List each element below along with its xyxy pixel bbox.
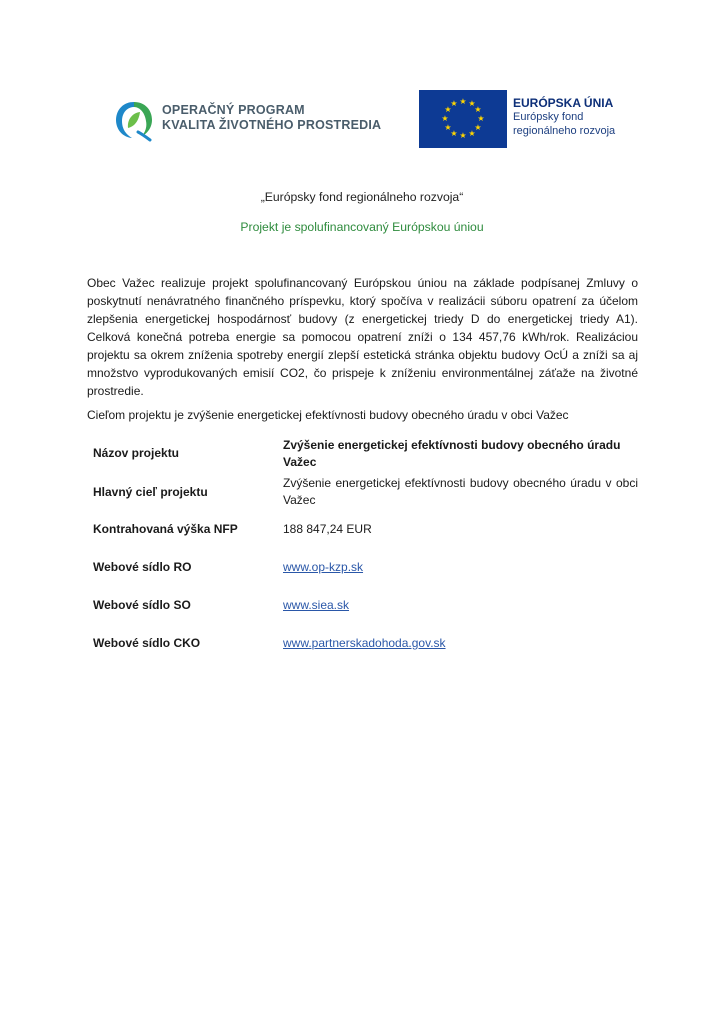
cko-link[interactable]: www.partnerskadohoda.gov.sk bbox=[283, 636, 446, 650]
eu-logo bbox=[419, 90, 629, 148]
project-name-line1: Zvýšenie energetickej efektívnosti budovy obecného úradu bbox=[283, 438, 621, 452]
svg-text:★: ★ bbox=[468, 129, 476, 138]
goal-label: Hlavný cieľ projektu bbox=[93, 485, 208, 499]
project-goal-sentence: Cieľom projektu je zvýšenie energetickej efektívnosti budovy obecného úradu v obci Važec bbox=[87, 408, 569, 422]
svg-text:★: ★ bbox=[450, 99, 458, 108]
table-row-nfp bbox=[93, 521, 638, 539]
eu-logo-text bbox=[513, 96, 615, 138]
op-logo-line1: OPERAČNÝ PROGRAM bbox=[162, 103, 305, 117]
table-row-so bbox=[93, 597, 638, 615]
eu-logo-line2: Európsky fond bbox=[513, 111, 584, 123]
svg-text:★: ★ bbox=[477, 114, 485, 123]
table-row-goal bbox=[93, 475, 638, 511]
svg-text:★: ★ bbox=[474, 123, 482, 132]
svg-text:★: ★ bbox=[459, 131, 467, 140]
nfp-value: 188 847,24 EUR bbox=[283, 522, 372, 536]
svg-text:★: ★ bbox=[441, 114, 449, 123]
project-name-value bbox=[283, 437, 638, 471]
table-row-ro bbox=[93, 559, 638, 577]
ro-link[interactable]: www.op-kzp.sk bbox=[283, 560, 364, 574]
svg-text:★: ★ bbox=[474, 105, 482, 114]
eu-flag-icon bbox=[419, 90, 507, 148]
svg-text:★: ★ bbox=[444, 123, 452, 132]
op-logo-line2: KVALITA ŽIVOTNÉHO PROSTREDIA bbox=[162, 118, 382, 132]
project-description: Obec Važec realizuje projekt spolufinancovaný Európskou úniou na základe podpísanej Zmluvy o poskytnutí nenávratného finančného príspevku, ktorý spočíva v realizácii súboru opatrení za účelom zlepšenia energetickej hospodárnosť budovy (z energetickej triedy D do energetickej triedy A1). Celková konečná potreba energie sa pomocou opatrení zníži o 134 457,76 kWh/rok. Realizáciou projektu sa okrem zníženia spotreby energií zlepší estetická stránka objektu budovy OcÚ a zníži sa aj množstvo vyprodukovaných emisií CO2, čo prispeje k zníženiu environmentálnej záťaže na životné prostredie. bbox=[87, 276, 638, 398]
goal-value: Zvýšenie energetickej efektívnosti budovy obecného úradu v obci Važec bbox=[283, 476, 638, 507]
eu-logo-title: EURÓPSKA ÚNIA bbox=[513, 96, 614, 110]
op-kzp-logo-text bbox=[162, 103, 381, 133]
eu-logo-line3: regionálneho rozvoja bbox=[513, 125, 616, 137]
svg-text:★: ★ bbox=[459, 97, 467, 106]
table-row-project-name bbox=[93, 437, 638, 473]
project-name-line2: Važec bbox=[283, 455, 317, 469]
cofinanced-notice: Projekt je spolufinancovaný Európskou úniou bbox=[240, 220, 484, 234]
fund-title: „Európsky fond regionálneho rozvoja“ bbox=[260, 190, 464, 204]
project-name-label: Názov projektu bbox=[93, 446, 180, 460]
op-kzp-logo bbox=[112, 98, 382, 142]
svg-text:★: ★ bbox=[468, 99, 476, 108]
nfp-label: Kontrahovaná výška NFP bbox=[93, 522, 238, 536]
op-kzp-emblem-icon bbox=[112, 98, 156, 142]
so-label: Webové sídlo SO bbox=[93, 598, 191, 612]
ro-label: Webové sídlo RO bbox=[93, 560, 192, 574]
svg-text:★: ★ bbox=[450, 129, 458, 138]
so-link[interactable]: www.siea.sk bbox=[283, 598, 350, 612]
cko-label: Webové sídlo CKO bbox=[93, 636, 201, 650]
table-row-cko bbox=[93, 635, 638, 653]
svg-text:★: ★ bbox=[444, 105, 452, 114]
